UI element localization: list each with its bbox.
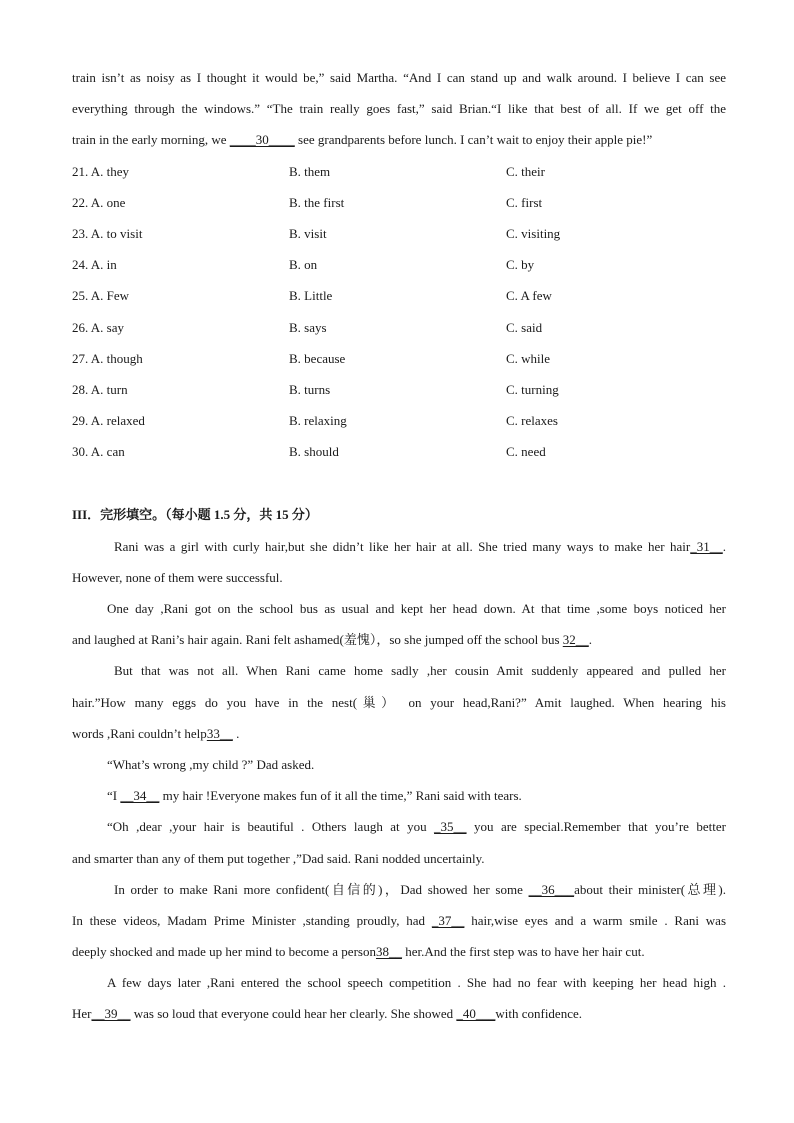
text: “Oh ,dear ,your hair is beautiful . Others laugh at you <box>107 819 435 835</box>
option-b: B. should <box>289 444 339 460</box>
blank-34: __34__ <box>120 788 160 804</box>
text: “I <box>107 788 121 804</box>
option-c: C. said <box>506 319 543 335</box>
blank-40: _40___ <box>456 1006 496 1022</box>
blank-36: __36___ <box>528 881 575 897</box>
text: hair,wise eyes and a warm smile . Rani was <box>464 912 726 928</box>
question-26 <box>72 312 726 343</box>
option-a: 25. A. Few <box>72 288 130 304</box>
passage-p8-line2 <box>72 998 726 1029</box>
option-a: 26. A. say <box>72 319 124 335</box>
question-24 <box>72 249 726 280</box>
question-21 <box>72 156 726 187</box>
blank-37: _37__ <box>431 912 465 928</box>
passage-p7-line2 <box>72 905 726 936</box>
document-page <box>72 62 726 1030</box>
option-a: 21. A. they <box>72 163 130 179</box>
text: with confidence. <box>495 1006 582 1022</box>
passage-p2-line2 <box>72 624 726 655</box>
question-28 <box>72 374 726 405</box>
text: Rani was a girl with curly hair,but she didn’t like her hair at all. She tried many ways to make her hair <box>114 538 691 554</box>
section-title: III．完形填空。（每小题 1.5 分，共 15 分） <box>72 507 318 523</box>
text: . <box>588 632 593 648</box>
passage-p5 <box>72 780 726 811</box>
option-c: C. while <box>506 350 551 366</box>
intro-line-1 <box>72 62 726 93</box>
option-b: B. because <box>289 350 346 366</box>
passage-p3-line1: But that was not all. When Rani came home sadly ,her cousin Amit suddenly appeared and pulled her <box>114 663 726 679</box>
text: see grandparents before lunch. I can’t wait to enjoy their apple pie!” <box>294 132 653 148</box>
blank-30: ____30____ <box>229 132 295 148</box>
option-a: 22. A. one <box>72 194 126 210</box>
question-29 <box>72 405 726 436</box>
text: everything through the windows.” “The train really goes fast,” said Brian.“I like that best of all. If we get off the <box>72 101 726 117</box>
text: In order to make Rani more confident(自信的)，Dad showed her some <box>114 881 529 897</box>
passage-p3-line3 <box>72 718 726 749</box>
text: . <box>232 725 240 741</box>
question-list <box>72 156 726 468</box>
passage-p7-line3 <box>72 936 726 967</box>
option-b: B. them <box>289 163 331 179</box>
blank-39: __39__ <box>91 1006 131 1022</box>
text: train isn’t as noisy as I thought it would be,” said Martha. “And I can stand up and walk around. I believe I can see <box>72 70 726 85</box>
option-c: C. visiting <box>506 225 561 241</box>
blank-31: _31__ <box>690 538 723 554</box>
blank-35: _35__ <box>434 819 467 835</box>
text: and laughed at Rani’s hair again. Rani felt ashamed(羞愧），so she jumped off the school bus <box>72 632 563 648</box>
option-b: B. Little <box>289 288 333 304</box>
text: was so loud that everyone could hear her clearly. She showed <box>130 1006 457 1022</box>
passage-p1-line1 <box>72 531 726 562</box>
passage-p6-line1 <box>72 811 726 842</box>
option-c: C. their <box>506 163 545 179</box>
option-c: C. relaxes <box>506 413 558 429</box>
text: In these videos, Madam Prime Minister ,standing proudly, had <box>72 912 432 928</box>
option-a: 29. A. relaxed <box>72 413 145 429</box>
question-23 <box>72 218 726 249</box>
passage-p3-line2: hair.”How many eggs do you have in the nest(巢） on your head,Rani?” Amit laughed. When hearing his <box>72 694 726 710</box>
text: Her <box>72 1006 92 1022</box>
passage-p6-line2: and smarter than any of them put together ,”Dad said. Rani nodded uncertainly. <box>72 850 485 866</box>
intro-line-3 <box>72 124 726 155</box>
text: you are special.Remember that you’re better <box>466 819 726 835</box>
passage-p8-line1: A few days later ,Rani entered the school speech competition . She had no fear with keeping her head high . <box>107 975 726 991</box>
question-30 <box>72 436 726 467</box>
option-b: B. relaxing <box>289 413 347 429</box>
option-a: 30. A. can <box>72 444 125 460</box>
passage-p2-line1: One day ,Rani got on the school bus as usual and kept her head down. At that time ,some boys noticed her <box>107 601 726 616</box>
blank-38: 38__ <box>375 944 402 960</box>
text: train in the early morning, we <box>72 132 230 148</box>
text: deeply shocked and made up her mind to become a person <box>72 944 376 960</box>
option-c: C. need <box>506 444 546 460</box>
question-25 <box>72 280 726 311</box>
text: words ,Rani couldn’t help <box>72 725 207 741</box>
text: about their minister(总理). <box>574 881 726 897</box>
question-22 <box>72 187 726 218</box>
option-a: 28. A. turn <box>72 381 128 397</box>
passage-p1-line2: However, none of them were successful. <box>72 569 283 585</box>
blank-33: 33__ <box>206 725 233 741</box>
passage-p7-line1 <box>72 874 726 905</box>
text: my hair !Everyone makes fun of it all the time,” Rani said with tears. <box>159 788 522 804</box>
text: . <box>722 538 726 554</box>
option-b: B. visit <box>289 225 327 241</box>
option-b: B. on <box>289 257 318 273</box>
option-a: 24. A. in <box>72 257 117 273</box>
option-b: B. turns <box>289 381 331 397</box>
passage-p4: “What’s wrong ,my child ?” Dad asked. <box>107 756 315 772</box>
option-a: 23. A. to visit <box>72 225 143 241</box>
option-c: C. turning <box>506 381 559 397</box>
option-c: C. by <box>506 257 535 273</box>
blank-32: 32__ <box>562 632 589 648</box>
question-27 <box>72 343 726 374</box>
option-b: B. says <box>289 319 327 335</box>
text: her.And the first step was to have her hair cut. <box>401 944 645 960</box>
option-b: B. the first <box>289 194 345 210</box>
option-c: C. first <box>506 194 543 210</box>
intro-line-2 <box>72 93 726 124</box>
option-c: C. A few <box>506 288 552 304</box>
option-a: 27. A. though <box>72 350 143 366</box>
